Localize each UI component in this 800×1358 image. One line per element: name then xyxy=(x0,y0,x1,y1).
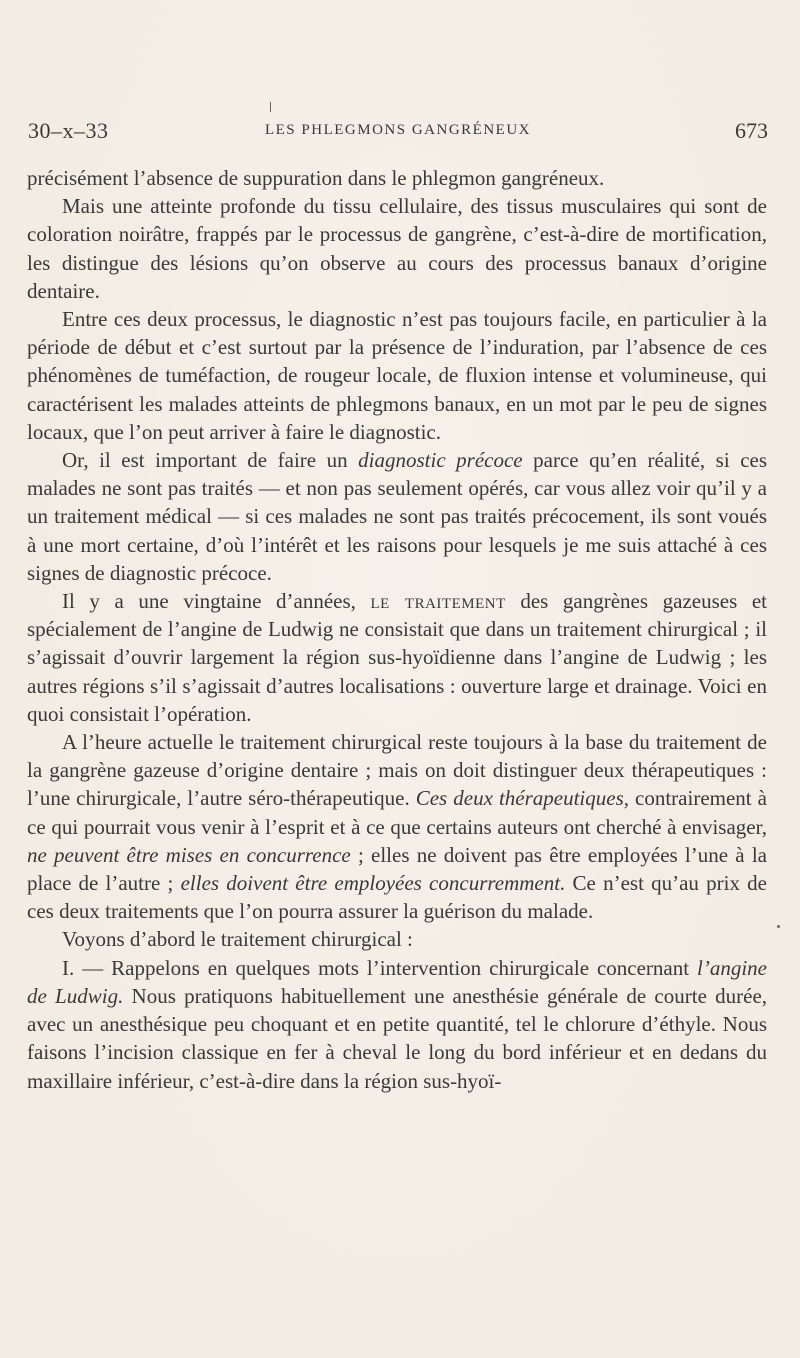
paragraph-8-text-c: Nous pratiquons habituellement une anesthésie générale de courte durée, avec un anesthésique peu choquant et en petite quantité, tel le chlorure d’éthyle. Nous faisons l’incision classique en fer à cheval le long du bord inférieur et en dedans du maxillaire inférieur, c’est-à-dire dans la région sus-hyoï- xyxy=(27,983,768,1093)
paragraph-6-emphasis-2: ne peuvent être mises en concurrence xyxy=(27,842,351,867)
paragraph-5-text-a: Il y a une vingtaine d’années, xyxy=(62,589,371,614)
header-title: LES PHLEGMONS GANGRÉNEUX xyxy=(264,122,531,138)
page-number: 673 xyxy=(735,118,768,143)
paragraph-8-text-a: I. — Rappelons en quelques mots l’intervention chirurgicale concernant xyxy=(62,955,698,980)
paragraph-4-text-a: Or, il est important de faire un xyxy=(62,448,359,473)
body-text xyxy=(27,164,767,1095)
paragraph-2-text: Mais une atteinte profonde du tissu cellulaire, des tissus musculaires qui sont de coloration noirâtre, frappés par le processus de gangrène, c’est-à-dire de mortification, les distingue des lésions qu’on observe au cours des processus banaux d’origine dentaire. xyxy=(27,194,767,303)
paragraph-2 xyxy=(27,192,767,305)
paragraph-6-text-c: contrairement à ce qui pourrait vous venir à l’esprit et à ce que certains auteurs ont cherché à envisager, xyxy=(27,786,767,839)
paragraph-5-text-c: des gangrènes gazeuses et spécialement de l’angine de Ludwig ne consistait que dans un traitement chirurgical ; il s’agissait d’ouvrir largement la région sus-hyoïdienne dans l’angine de Ludwig ; les autres régions s’il s’agissait d’autres localisations : ouverture large et drainage. Voici en quoi consistait l’opération. xyxy=(27,589,768,726)
paragraph-5 xyxy=(27,587,767,728)
paragraph-8 xyxy=(27,954,767,1095)
paragraph-1 xyxy=(27,164,767,192)
paragraph-3-text: Entre ces deux processus, le diagnostic n’est pas toujours facile, en particulier à la période de début et c’est surtout par la présence de l’induration, par l’absence de ces phénomènes de tuméfaction, de rougeur locale, de fluxion intense et volumineuse, qui caractérisent les malades atteints de phlegmons banaux, en un mot par le peu de signes locaux, que l’on peut arriver à faire le diagnostic. xyxy=(27,307,767,444)
paragraph-6-text-e: ; elles ne doivent pas être employées l’une à la place de l’autre ; xyxy=(27,842,767,896)
running-head xyxy=(28,118,768,148)
paragraph-4-text-c: parce qu’en réalité, si ces malades ne sont pas traités — et non pas seulement opérés, car vous allez voir qu’il y a un traitement médical — si ces malades ne sont pas traités précocement, ils sont voués à une mort certaine, d’où l’intérêt et les raisons pour lesquels je me suis attaché à ces signes de diagnostic précoce. xyxy=(27,448,768,585)
paragraph-6-text-a: A l’heure actuelle le traitement chirurgical reste toujours à la base du traitement de la gangrène gazeuse d’origine dentaire ; mais on doit distinguer deux thérapeutiques : l’une chirurgicale, l’autre séro-thérapeutique. xyxy=(27,730,767,811)
paragraph-1-text: précisément l’absence de suppuration dans le phlegmon gangréneux. xyxy=(27,166,605,190)
paragraph-7-text: Voyons d’abord le traitement chirurgical : xyxy=(62,927,413,952)
paragraph-6-emphasis-1: Ces deux thérapeutiques, xyxy=(415,786,629,811)
print-speck xyxy=(777,925,780,928)
paragraph-7 xyxy=(27,925,767,953)
paragraph-5-small-caps: le traitement xyxy=(370,589,506,614)
paragraph-6-text-g: Ce n’est qu’au prix de ces deux traitements que l’on pourra assurer la guérison du malade. xyxy=(27,871,767,924)
print-speck xyxy=(270,102,271,112)
paragraph-3 xyxy=(27,305,767,446)
paragraph-4-emphasis: diagnostic précoce xyxy=(358,448,523,473)
paragraph-6-emphasis-3: elles doivent être employées concurremment. xyxy=(180,871,566,896)
paragraph-4 xyxy=(27,446,767,587)
paragraph-8-emphasis: l’angine de Ludwig. xyxy=(27,955,767,1008)
header-date: 30–x–33 xyxy=(28,118,109,143)
paragraph-6 xyxy=(27,728,767,925)
